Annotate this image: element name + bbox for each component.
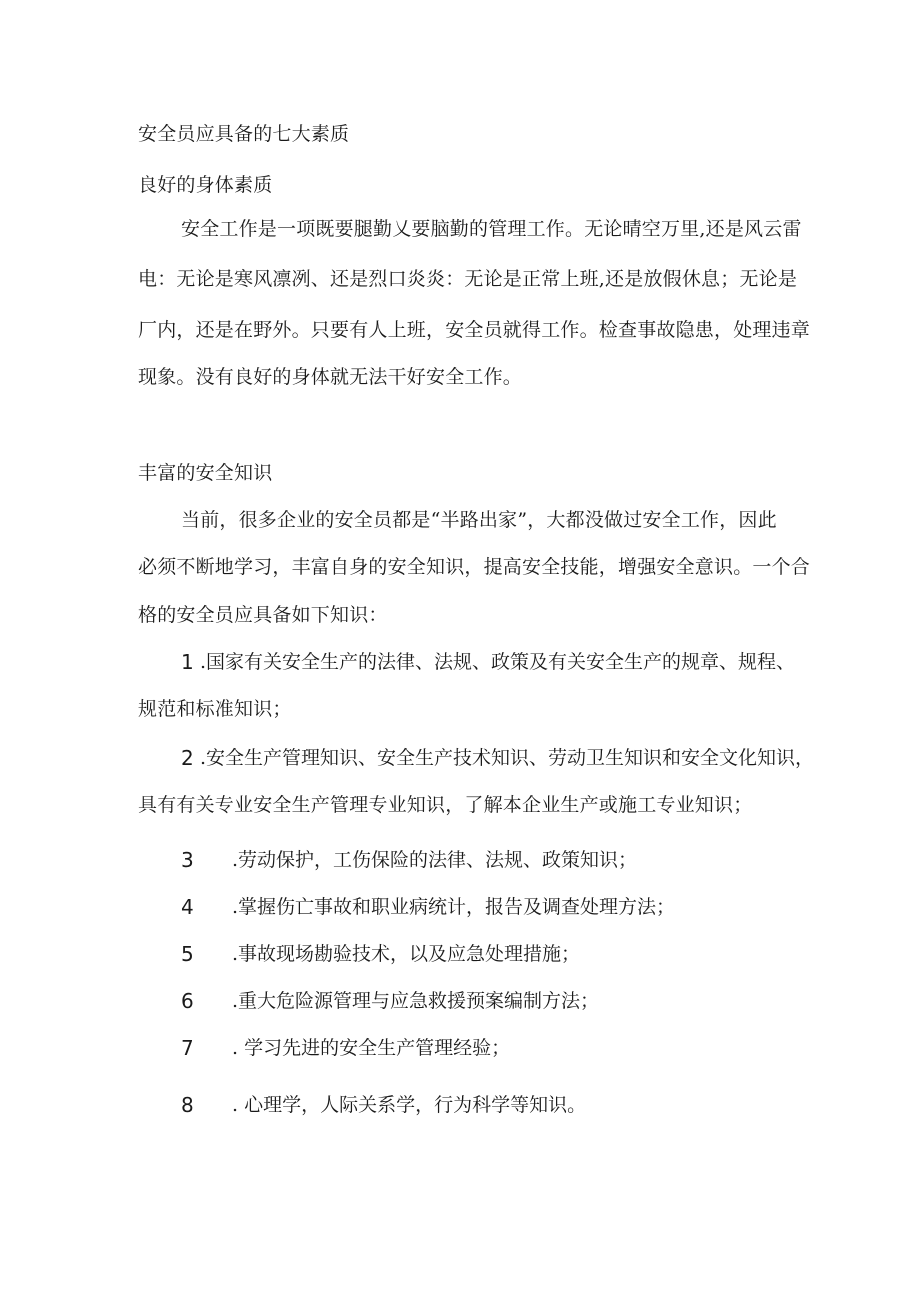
list-item-text: .掌握伤亡事故和职业病统计，报告及调查处理方法； [232,896,676,918]
list-item-number: 7 [181,1036,194,1060]
section1-paragraph-line: 安全工作是一项既要腿勤乂要脑勤的管理工作。无论晴空万里,还是风云雷 [181,218,802,240]
list-item-text: .安全生产管理知识、安全生产技术知识、劳动卫生知识和安全文化知识， [200,747,815,769]
section1-paragraph-line: 厂内，还是在野外。只要有人上班，安全员就得工作。检查事故隐患，处理违章 [138,319,811,341]
list-item-text: .重大危险源管理与应急救援预案编制方法； [232,990,600,1012]
list-item-text: 具有有关专业安全生产管理专业知识，了解本企业生产或施工专业知识； [138,794,753,816]
list-item-number: 2 [181,746,194,770]
list-item-text: 规范和标准知识； [138,698,292,720]
list-item-number: 5 [181,942,194,966]
list-item-number: 4 [181,895,194,919]
section1-paragraph-line: 现象。没有良好的身体就无法干好安全工作。 [138,366,523,388]
list-item-number: 8 [181,1093,194,1117]
list-item-text: .事故现场勘验技术，以及应急处理措施； [232,943,581,965]
list-item-number: 6 [181,989,194,1013]
section1-heading: 良好的身体素质 [138,174,273,196]
list-item-number: 3 [181,848,194,872]
document-title: 安全员应具备的七大素质 [138,123,350,145]
list-item-number: 1 [181,650,194,674]
list-item-text: .劳动保护，工伤保险的法律、法规、政策知识； [232,849,638,871]
list-item-text: . 心理学，人际关系学，行为科学等知识。 [232,1094,587,1116]
section2-heading: 丰富的安全知识 [138,462,273,484]
section2-paragraph-line: 格的安全员应具备如下知识： [138,604,388,626]
section1-paragraph-line: 电：无论是寒风凛冽、还是烈口炎炎：无论是正常上班,还是放假休息；无论是 [138,268,798,290]
list-item-text: . 学习先进的安全生产管理经验； [232,1037,511,1059]
section2-paragraph-line: 当前，很多企业的安全员都是“半路出家”，大都没做过安全工作，因此 [181,509,777,531]
section2-paragraph-line: 必须不断地学习，丰富自身的安全知识，提高安全技能，增强安全意识。一个合 [138,556,811,578]
list-item-text: .国家有关安全生产的法律、法规、政策及有关安全生产的规章、规程、 [200,651,796,673]
